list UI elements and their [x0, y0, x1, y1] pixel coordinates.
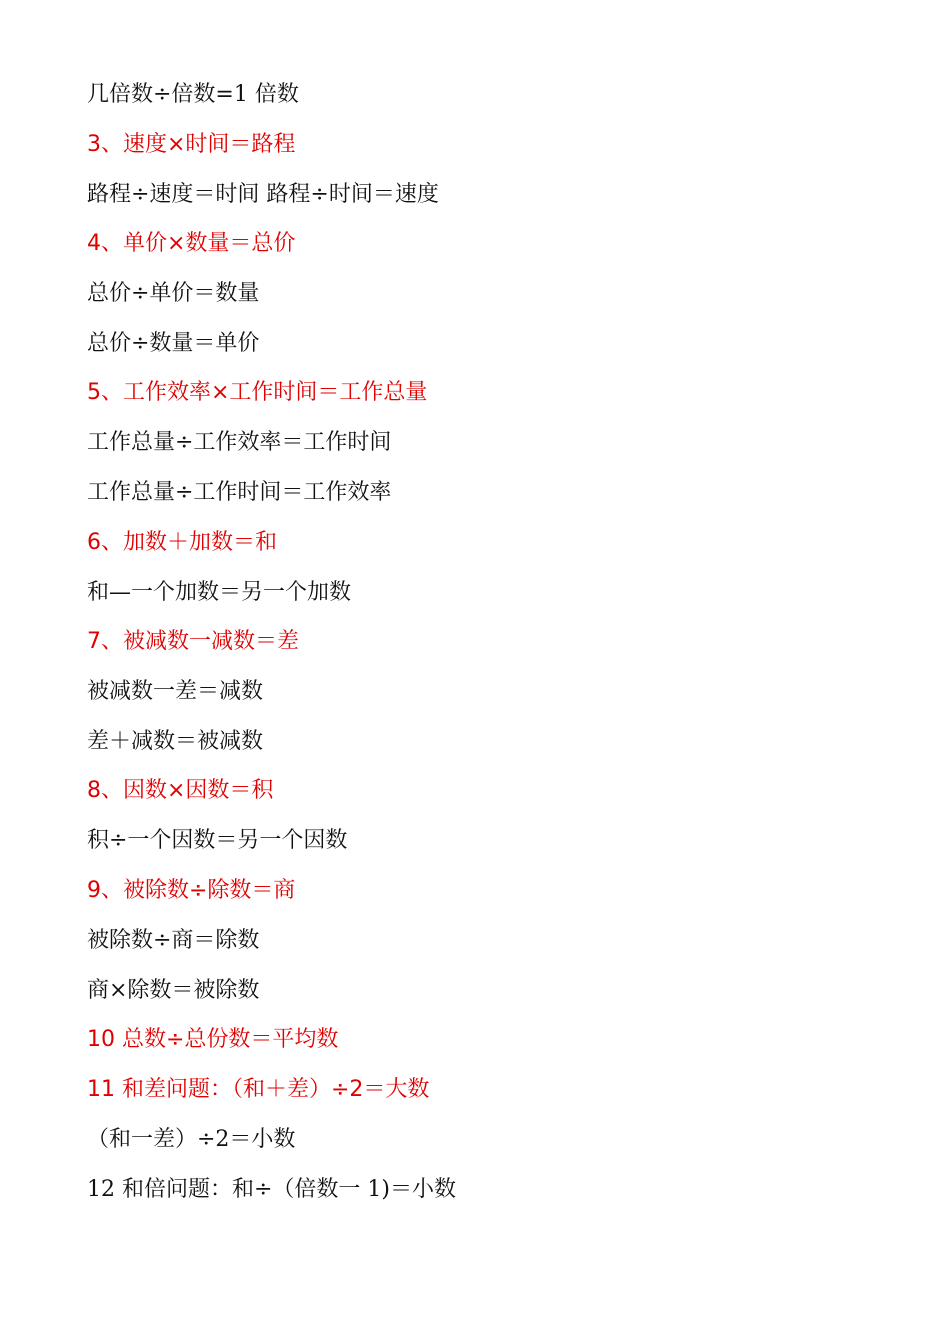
formula-line-9a: 被除数÷商＝除数: [87, 928, 260, 953]
formula-heading-8: 8、因数×因数＝积: [87, 778, 274, 803]
formula-line-5b: 工作总量÷工作时间＝工作效率: [87, 480, 392, 505]
formula-heading-9: 9、被除数÷除数＝商: [87, 878, 296, 903]
formula-heading-6: 6、加数＋加数＝和: [87, 530, 277, 555]
formula-heading-5: 5、工作效率×工作时间＝工作总量: [87, 380, 428, 405]
formula-line-8a: 积÷一个因数＝另一个因数: [87, 828, 348, 853]
formula-line-7b: 差＋减数＝被减数: [87, 729, 264, 754]
formula-heading-3: 3、速度×时间＝路程: [87, 132, 296, 157]
formula-heading-7: 7、被减数一减数＝差: [87, 629, 299, 654]
formula-line-11a: （和一差）÷2＝小数: [87, 1127, 296, 1152]
formula-line-6a: 和—一个加数＝另一个加数: [87, 580, 352, 605]
formula-line-1: 几倍数÷倍数=1 倍数: [87, 82, 299, 107]
formula-heading-11: 11 和差问题：（和＋差）÷2＝大数: [87, 1077, 430, 1102]
formula-line-4b: 总价÷数量＝单价: [87, 331, 260, 356]
formula-heading-10: 10 总数÷总份数＝平均数: [87, 1027, 339, 1052]
formula-line-12: 12 和倍问题：和÷（倍数一 1)＝小数: [87, 1177, 456, 1202]
formula-line-9b: 商×除数＝被除数: [87, 978, 260, 1003]
formula-heading-4: 4、单价×数量＝总价: [87, 231, 296, 256]
formula-line-7a: 被减数一差＝减数: [87, 679, 264, 704]
formula-line-4a: 总价÷单价＝数量: [87, 281, 260, 306]
formula-line-3a: 路程÷速度＝时间 路程÷时间＝速度: [87, 182, 439, 207]
formula-line-5a: 工作总量÷工作效率＝工作时间: [87, 430, 392, 455]
